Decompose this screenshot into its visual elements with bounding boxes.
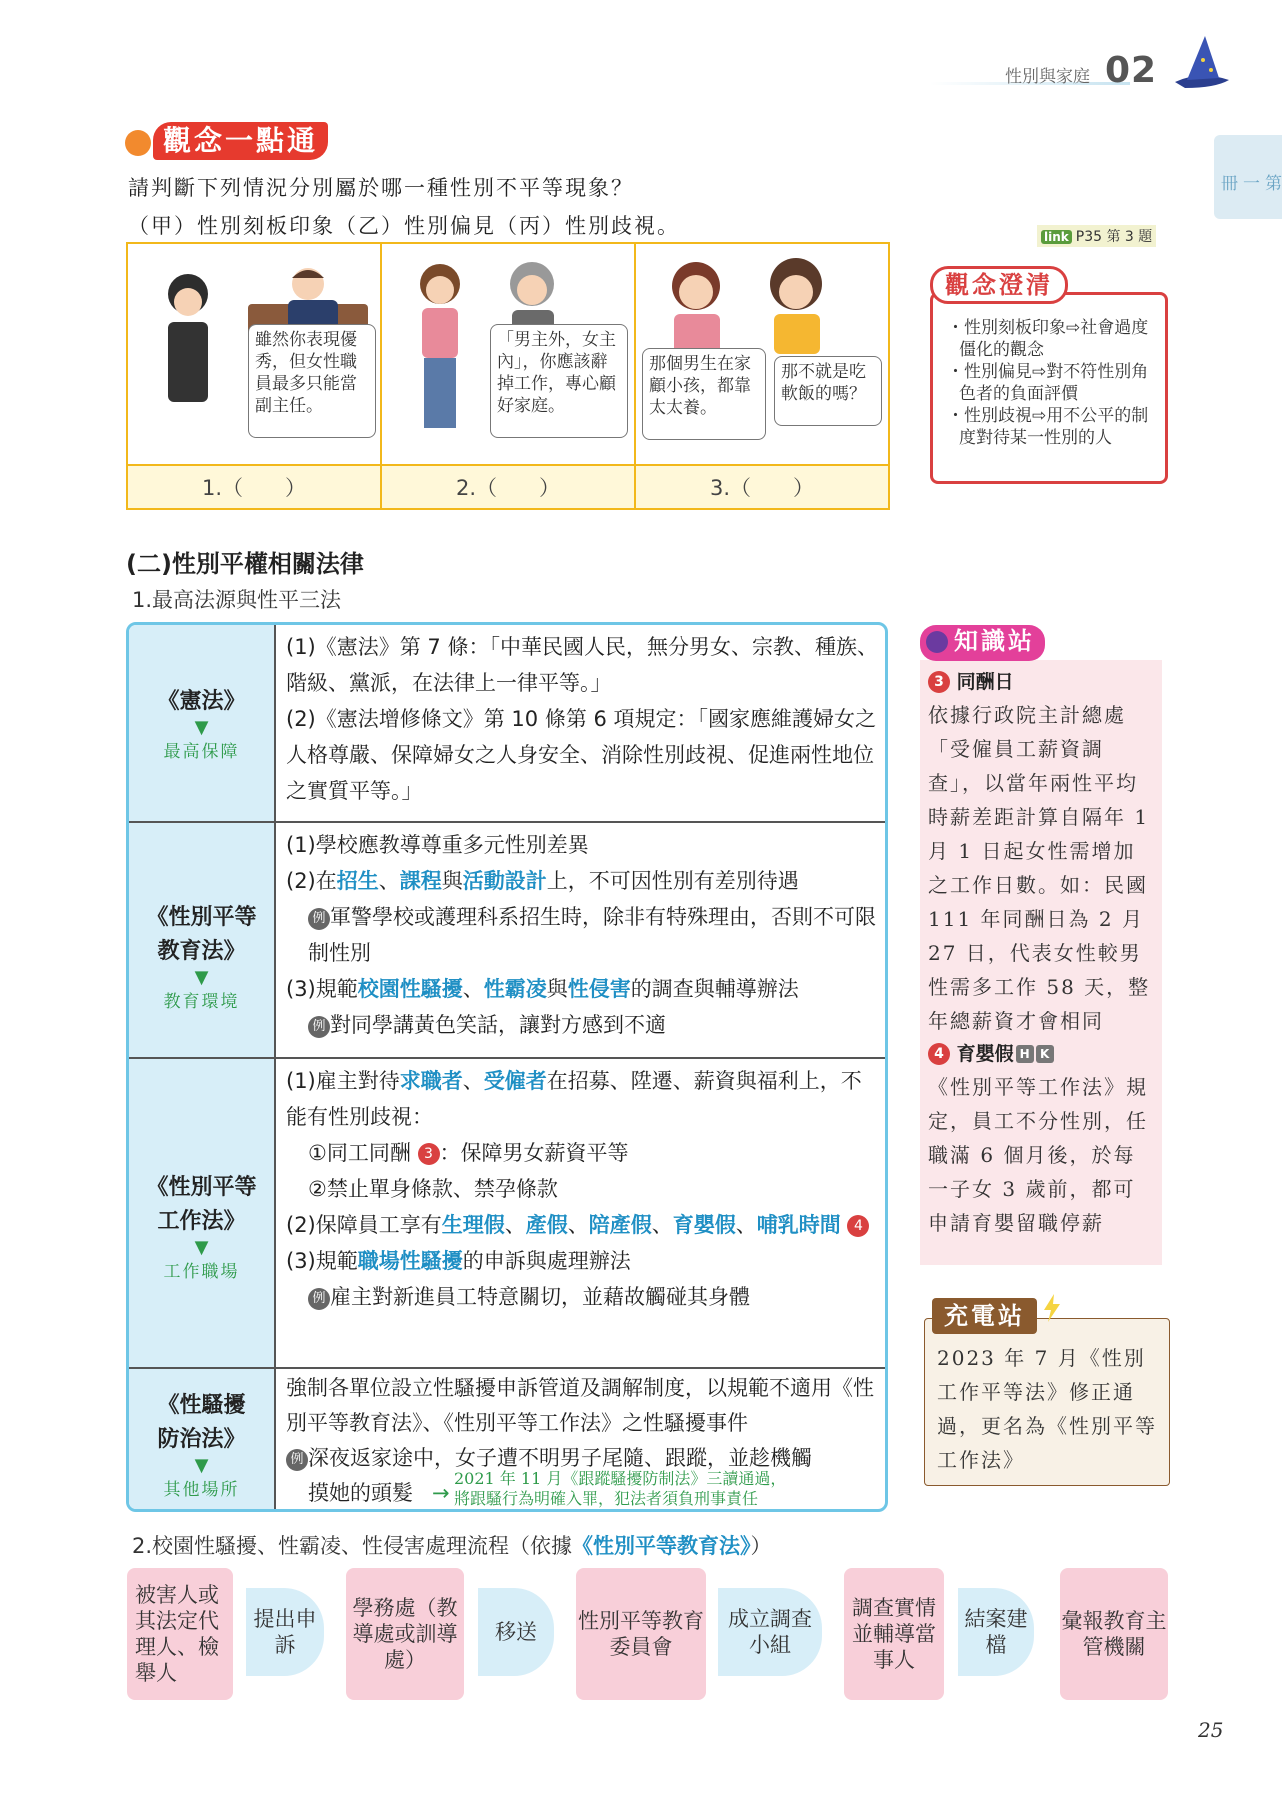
tag-h: H [1016, 1045, 1034, 1063]
law-name-cell: 《性別平等 教育法》 ▼ 教育環境 [129, 823, 276, 1057]
law-name-cell: 《性騷擾 防治法》 ▼ 其他場所 [129, 1369, 276, 1509]
down-arrow-icon: ▼ [194, 1455, 209, 1476]
concept-options: （甲）性別刻板印象（乙）性別偏見（丙）性別歧視。 [128, 214, 680, 238]
charge-box: 2023 年 7 月《性別工作平等法》修正通過，更名為《性別平等工作法》 [924, 1318, 1170, 1486]
answer-slot-3[interactable]: 3.（ ） [636, 464, 888, 508]
down-arrow-icon: ▼ [194, 717, 209, 738]
stalking-law-note-1: 2021 年 11 月《跟蹤騷擾防制法》三讀通過， [454, 1469, 787, 1488]
speech-bubble: 雖然你表現優秀，但女性職員最多只能當副主任。 [248, 324, 376, 438]
law-name-cell: 《性別平等 工作法》 ▼ 工作職場 [129, 1059, 276, 1367]
law-row-work [129, 1059, 885, 1369]
speech-bubble-right: 那不就是吃軟飯的嗎？ [774, 356, 882, 426]
header-title: 性別與家庭 [1005, 67, 1090, 87]
flow-step-close-case: 結案建檔 [958, 1588, 1034, 1676]
flow-step-committee: 性別平等教育委員會 [576, 1568, 706, 1700]
tag-k: K [1036, 1045, 1054, 1063]
clarify-box [930, 292, 1168, 484]
law-row-education [129, 823, 885, 1059]
comic-panel-3 [636, 244, 888, 464]
knowledge-heading: 知識站 [920, 625, 1045, 661]
example-icon: 例 [308, 1288, 330, 1310]
answer-slot-2[interactable]: 2.（ ） [382, 464, 636, 508]
law-content: (1)雇主對待求職者、受僱者在招募、陞遷、薪資與福利上，不能有性別歧視： ①同工同酬 3 ：保障男女薪資平等 ②禁止單身條款、禁孕條款 (2)保障員工享有生理假、產假、陪產假、育嬰假、哺乳時間 4 (3)規範職場性騷擾的申訴與處理辦法 例 雇主對新進員工特意關切，並藉故觸碰其身體 [286, 1063, 879, 1315]
footnote-4-icon: 4 [928, 1043, 950, 1065]
arrow-right-icon: → [432, 1481, 450, 1505]
concept-question: 請判斷下列情況分別屬於哪一種性別不平等現象？ [128, 176, 634, 200]
clarify-item: ・ 性別刻板印象⇨社會過度僵化的觀念 [947, 317, 1159, 361]
flow-step-complainant: 被害人或其法定代理人、檢舉人 [127, 1568, 233, 1700]
page-number: 25 [1198, 1718, 1224, 1742]
footnote-3-icon: 3 [418, 1143, 440, 1165]
comic-panel-2 [382, 244, 636, 464]
link-tag: link [1041, 230, 1072, 244]
law-table [126, 622, 888, 1512]
clarify-item: ・ 性別歧視⇨用不公平的制度對待某一性別的人 [947, 405, 1159, 449]
example-icon: 例 [286, 1449, 308, 1471]
comic-strip [126, 242, 890, 510]
example-icon: 例 [308, 908, 330, 930]
law-row-harassment [129, 1369, 885, 1509]
flow-step-report-authority: 彙報教育主管機關 [1060, 1568, 1168, 1700]
flow-step-investigation-team: 成立調查小組 [718, 1588, 822, 1676]
flow-step-student-affairs: 學務處（教導處或訓導處） [346, 1568, 464, 1700]
law-content: (1)《憲法》第 7 條：「中華民國人民，無分男女、宗教、種族、階級、黨派，在法律上一律平等。」 (2)《憲法增修條文》第 10 條第 6 項規定：「國家應維護婦女之人格尊嚴、保障婦女之人身安全、消除性別歧視、促進兩性地位之實質平等。」 [286, 635, 878, 803]
comic-panel-1 [128, 244, 382, 464]
down-arrow-icon: ▼ [194, 967, 209, 988]
example-icon: 例 [308, 1016, 330, 1038]
flow-step-file-complaint: 提出申訴 [246, 1588, 324, 1676]
section-title: (二)性別平權相關法律 [126, 550, 364, 578]
fruit-icon [125, 130, 151, 156]
charge-heading: 充電站 [932, 1298, 1037, 1334]
speech-bubble: 「男主外，女主內」，你應該辭掉工作，專心顧好家庭。 [490, 324, 628, 438]
lightning-icon [1042, 1294, 1062, 1322]
law-name-cell: 《憲法》 ▼ 最高保障 [129, 625, 276, 821]
law-content: 強制各單位設立性騷擾申訴管道及調解制度，以規範不適用《性別平等教育法》、《性別平等工作法》之性騷擾事件 例 深夜返家途中，女子遭不明男子尾隨、跟蹤，並趁機觸 摸她的頭髮 → 2021 年 11 月《跟蹤騷擾防制法》三讀通過， 將跟騷行為明確入罪，犯法者須負刑事責任 [286, 1371, 879, 1512]
answer-slot-1[interactable]: 1.（ ） [128, 464, 382, 508]
knowledge-box: 3 同酬日 依據行政院主計總處「受僱員工薪資調查」，以當年兩性平均時薪差距計算自隔年 1 月 1 日起女性需增加之工作日數。如：民國 111 年同酬日為 2 月 27 日，代表女性較男性需多工作 58 天，整年總薪資才會相同 4 育嬰假 H K 《性別平等工作法》規定，員工不分性別，任職滿 6 個月後，於每一子女 3 歲前，都可申請育嬰留職停薪 [920, 660, 1162, 1265]
footnote-3-icon: 3 [928, 671, 950, 693]
volume-side-tab: 第 一 冊 [1214, 135, 1282, 219]
clarify-item: ・ 性別偏見⇨對不符性別角色者的負面評價 [947, 361, 1159, 405]
law-row-constitution [129, 625, 885, 823]
speech-bubble-left: 那個男生在家顧小孩，都靠太太養。 [642, 348, 766, 440]
clarify-heading: 觀念澄清 [930, 266, 1068, 304]
flow-step-investigate-counsel: 調查實情並輔導當事人 [844, 1568, 944, 1700]
down-arrow-icon: ▼ [194, 1237, 209, 1258]
wizard-hat-icon [1165, 30, 1235, 90]
concept-heading: 觀念一點通 [125, 122, 345, 162]
stalking-law-note-2: 將跟騷行為明確入罪，犯法者須負刑事責任 [454, 1489, 759, 1508]
link-reference[interactable]: link P35 第 3 題 [1037, 225, 1156, 247]
flow-title: 2.校園性騷擾、性霸凌、性侵害處理流程（依據《性別平等教育法》） [132, 1534, 772, 1558]
law-content: (1)學校應教導尊重多元性別差異 (2)在招生、課程與活動設計上，不可因性別有差別待遇 例 軍警學校或護理科系招生時，除非有特殊理由，否則不可限制性別 (3)規範校園性騷擾、性霸凌與性侵害的調查與輔導辦法 例 對同學講黃色笑話，讓對方感到不適 [286, 833, 876, 1037]
flow-step-transfer: 移送 [478, 1588, 554, 1676]
section-subtitle: 1.最高法源與性平三法 [132, 588, 342, 612]
chapter-number: 02 [1105, 50, 1158, 91]
footnote-4-icon: 4 [847, 1215, 869, 1237]
